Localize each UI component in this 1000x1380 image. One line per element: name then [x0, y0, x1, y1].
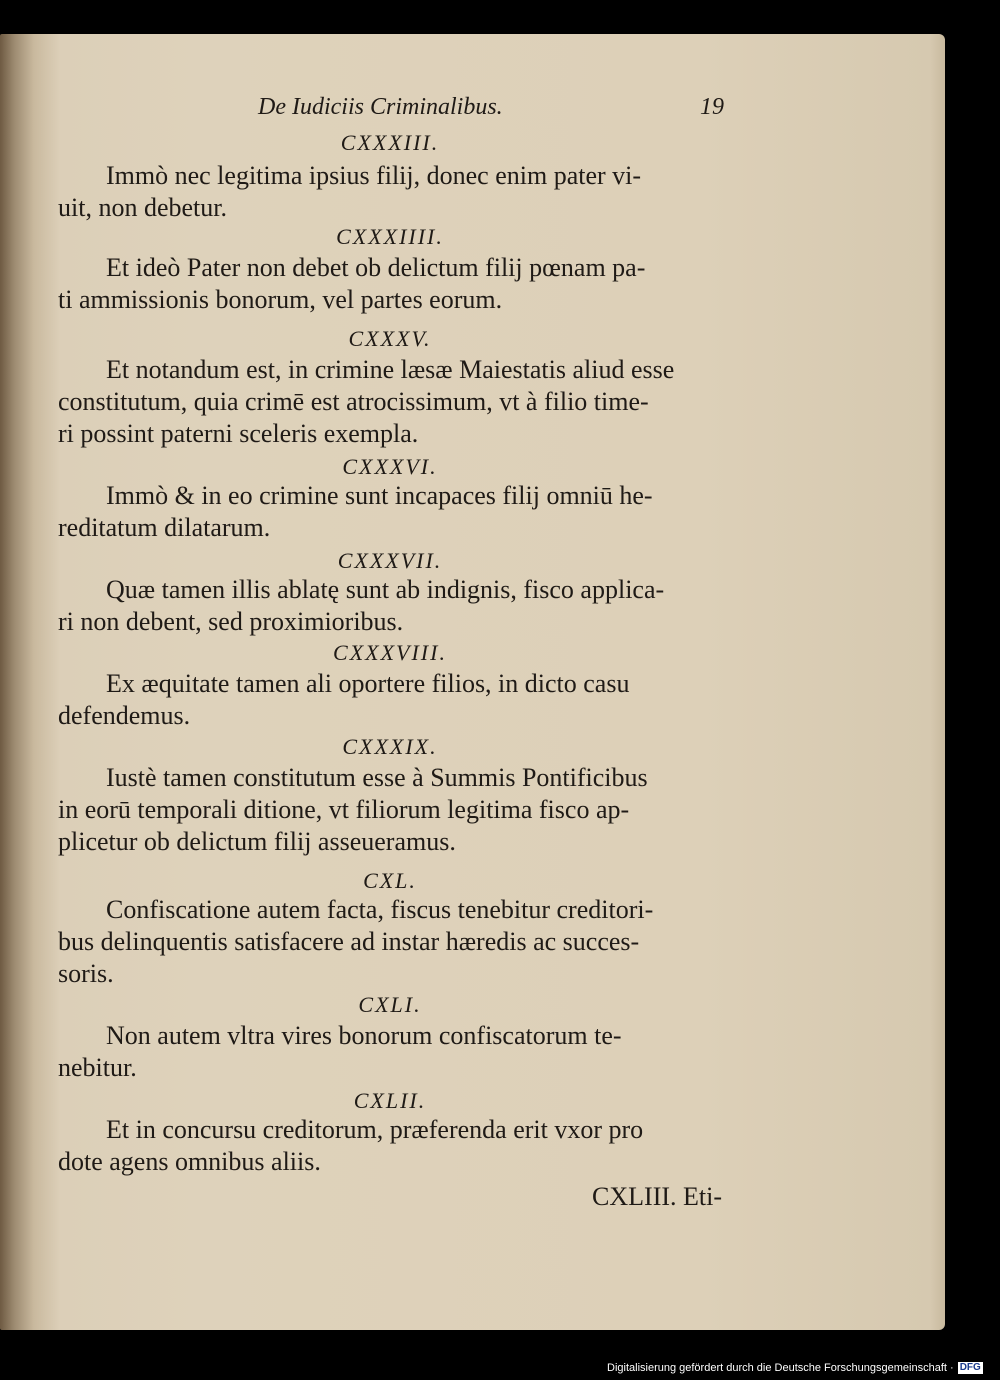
paragraph: [58, 894, 722, 990]
text-line: uit, non debetur.: [58, 193, 227, 222]
text-line: ri non debent, sed proximioribus.: [58, 607, 404, 636]
text-line: dote agens omnibus aliis.: [58, 1147, 321, 1176]
section-number: CXL.: [363, 868, 417, 893]
text-line: Immò nec legitima ipsius filij, donec enim pater vi-: [106, 161, 642, 190]
text-line: in eorū temporali ditione, vt filiorum legitima fisco ap-: [58, 795, 630, 824]
text-line: constitutum, quia crimē est atrocissimum, vt à filio time-: [58, 387, 649, 416]
paragraph: [58, 160, 722, 224]
paragraph: [58, 762, 722, 858]
running-title: De Iudiciis Criminalibus.: [258, 94, 503, 120]
text-line: Iustè tamen constitutum esse à Summis Pontificibus: [106, 763, 648, 792]
digitization-credit: [607, 1362, 997, 1378]
text-line: Non autem vltra vires bonorum confiscatorum te-: [106, 1021, 622, 1050]
text-line: Et ideò Pater non debet ob delictum filij pœnam pa-: [106, 253, 646, 282]
text-line: Ex æquitate tamen ali oportere filios, in dicto casu: [106, 669, 630, 698]
section-number: CXXXVII.: [337, 548, 443, 573]
text-line: Et notandum est, in crimine læsæ Maiestatis aliud esse: [106, 355, 675, 384]
section-number: CXXXIIII.: [336, 224, 444, 249]
text-line: Confiscatione autem facta, fiscus tenebitur creditori-: [106, 895, 654, 924]
section-number: CXXXVI.: [342, 454, 438, 479]
paragraph: [58, 574, 722, 638]
section-number: CXLI.: [358, 992, 422, 1017]
text-line: bus delinquentis satisfacere ad instar hæredis ac succes-: [58, 927, 640, 956]
text-line: plicetur ob delictum filij asseueramus.: [58, 827, 456, 856]
section-number: CXXXV.: [348, 326, 432, 351]
text-line: ri possint paterni sceleris exempla.: [58, 419, 419, 448]
paragraph: [58, 480, 722, 544]
text-line: Immò & in eo crimine sunt incapaces filij omniū he-: [106, 481, 653, 510]
text-line: ti ammissionis bonorum, vel partes eorum.: [58, 285, 503, 314]
paragraph: [58, 252, 722, 316]
page-number: 19: [700, 94, 724, 120]
section-number: CXXXIX.: [342, 734, 438, 759]
section-number: CXLII.: [353, 1088, 427, 1113]
catchword: CXLIII. Eti-: [592, 1182, 722, 1211]
text-line: Et in concursu creditorum, præferenda erit vxor pro: [106, 1115, 644, 1144]
text-line: soris.: [58, 959, 114, 988]
paragraph: [58, 1114, 722, 1178]
section-number: CXXXIII.: [340, 130, 440, 155]
text-line: nebitur.: [58, 1053, 137, 1082]
text-line: Quæ tamen illis ablatę sunt ab indignis, fisco applica-: [106, 575, 665, 604]
text-line: reditatum dilatarum.: [58, 513, 271, 542]
dfg-logo-icon: DFG: [959, 1362, 981, 1374]
paragraph: [58, 354, 722, 450]
paragraph: [58, 1020, 722, 1084]
section-number: CXXXVIII.: [333, 640, 447, 665]
running-header: [258, 94, 724, 130]
text-line: defendemus.: [58, 701, 191, 730]
paragraph: [58, 668, 722, 732]
credit-text: Digitalisierung gefördert durch die Deutsche Forschungsgemeinschaft ·: [607, 1362, 954, 1374]
